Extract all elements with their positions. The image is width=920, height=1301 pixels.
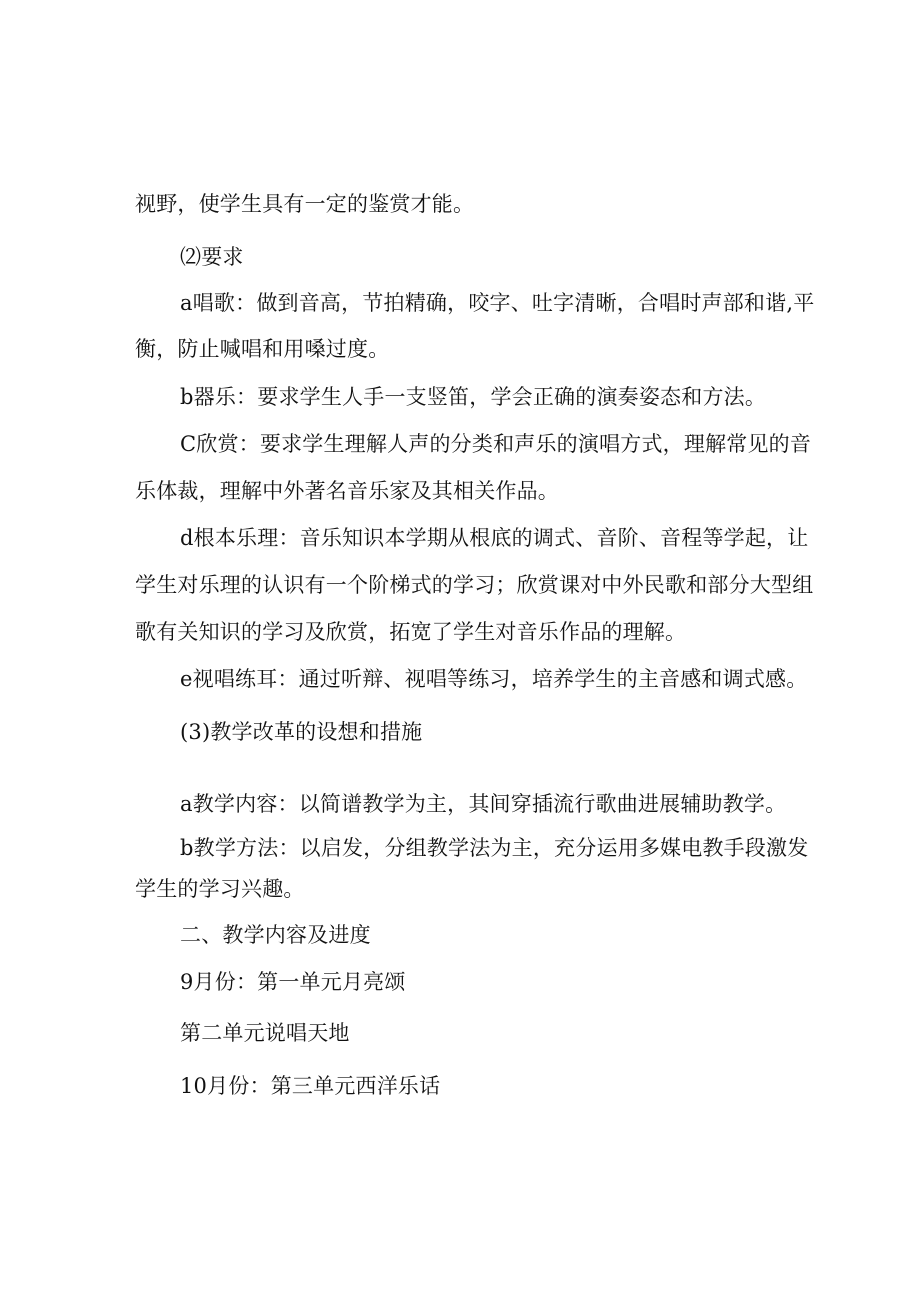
paragraph-line: 歌有关知识的学习及欣赏，拓宽了学生对音乐作品的理解。 xyxy=(135,620,687,644)
paragraph-line: 乐体裁，理解中外著名音乐家及其相关作品。 xyxy=(135,479,559,503)
schedule-line: 10月份：第三单元西洋乐话 xyxy=(180,1074,441,1098)
paragraph-line: e视唱练耳：通过听辩、视唱等练习，培养学生的主音感和调式感。 xyxy=(180,667,808,691)
schedule-line: 9月份：第一单元月亮颂 xyxy=(180,970,406,994)
paragraph-line: b器乐：要求学生人手一支竖笛，学会正确的演奏姿态和方法。 xyxy=(180,385,767,409)
section-heading: ⑵要求 xyxy=(180,245,244,269)
paragraph-line: 视野，使学生具有一定的鉴赏才能。 xyxy=(135,192,475,216)
paragraph-line: d根本乐理：音乐知识本学期从根底的调式、音阶、音程等学起，让 xyxy=(180,526,809,550)
paragraph-line: a唱歌：做到音高，节拍精确，咬字、吐字清晰，合唱时声部和谐,平 xyxy=(180,291,815,315)
paragraph-line: 学生的学习兴趣。 xyxy=(135,877,305,901)
schedule-line: 第二单元说唱天地 xyxy=(180,1021,350,1045)
section-heading: (3)教学改革的设想和措施 xyxy=(180,720,423,744)
paragraph-line: a教学内容：以简谱教学为主，其间穿插流行歌曲进展辅助教学。 xyxy=(180,792,787,816)
paragraph-line: 学生对乐理的认识有一个阶梯式的学习；欣赏课对中外民歌和部分大型组 xyxy=(135,573,814,597)
paragraph-line: C欣赏：要求学生理解人声的分类和声乐的演唱方式，理解常见的音 xyxy=(180,432,812,456)
section-heading: 二、教学内容及进度 xyxy=(180,923,371,947)
paragraph-line: b教学方法：以启发，分组教学法为主，充分运用多媒电教手段激发 xyxy=(180,836,809,860)
paragraph-line: 衡，防止喊唱和用嗓过度。 xyxy=(135,337,390,361)
